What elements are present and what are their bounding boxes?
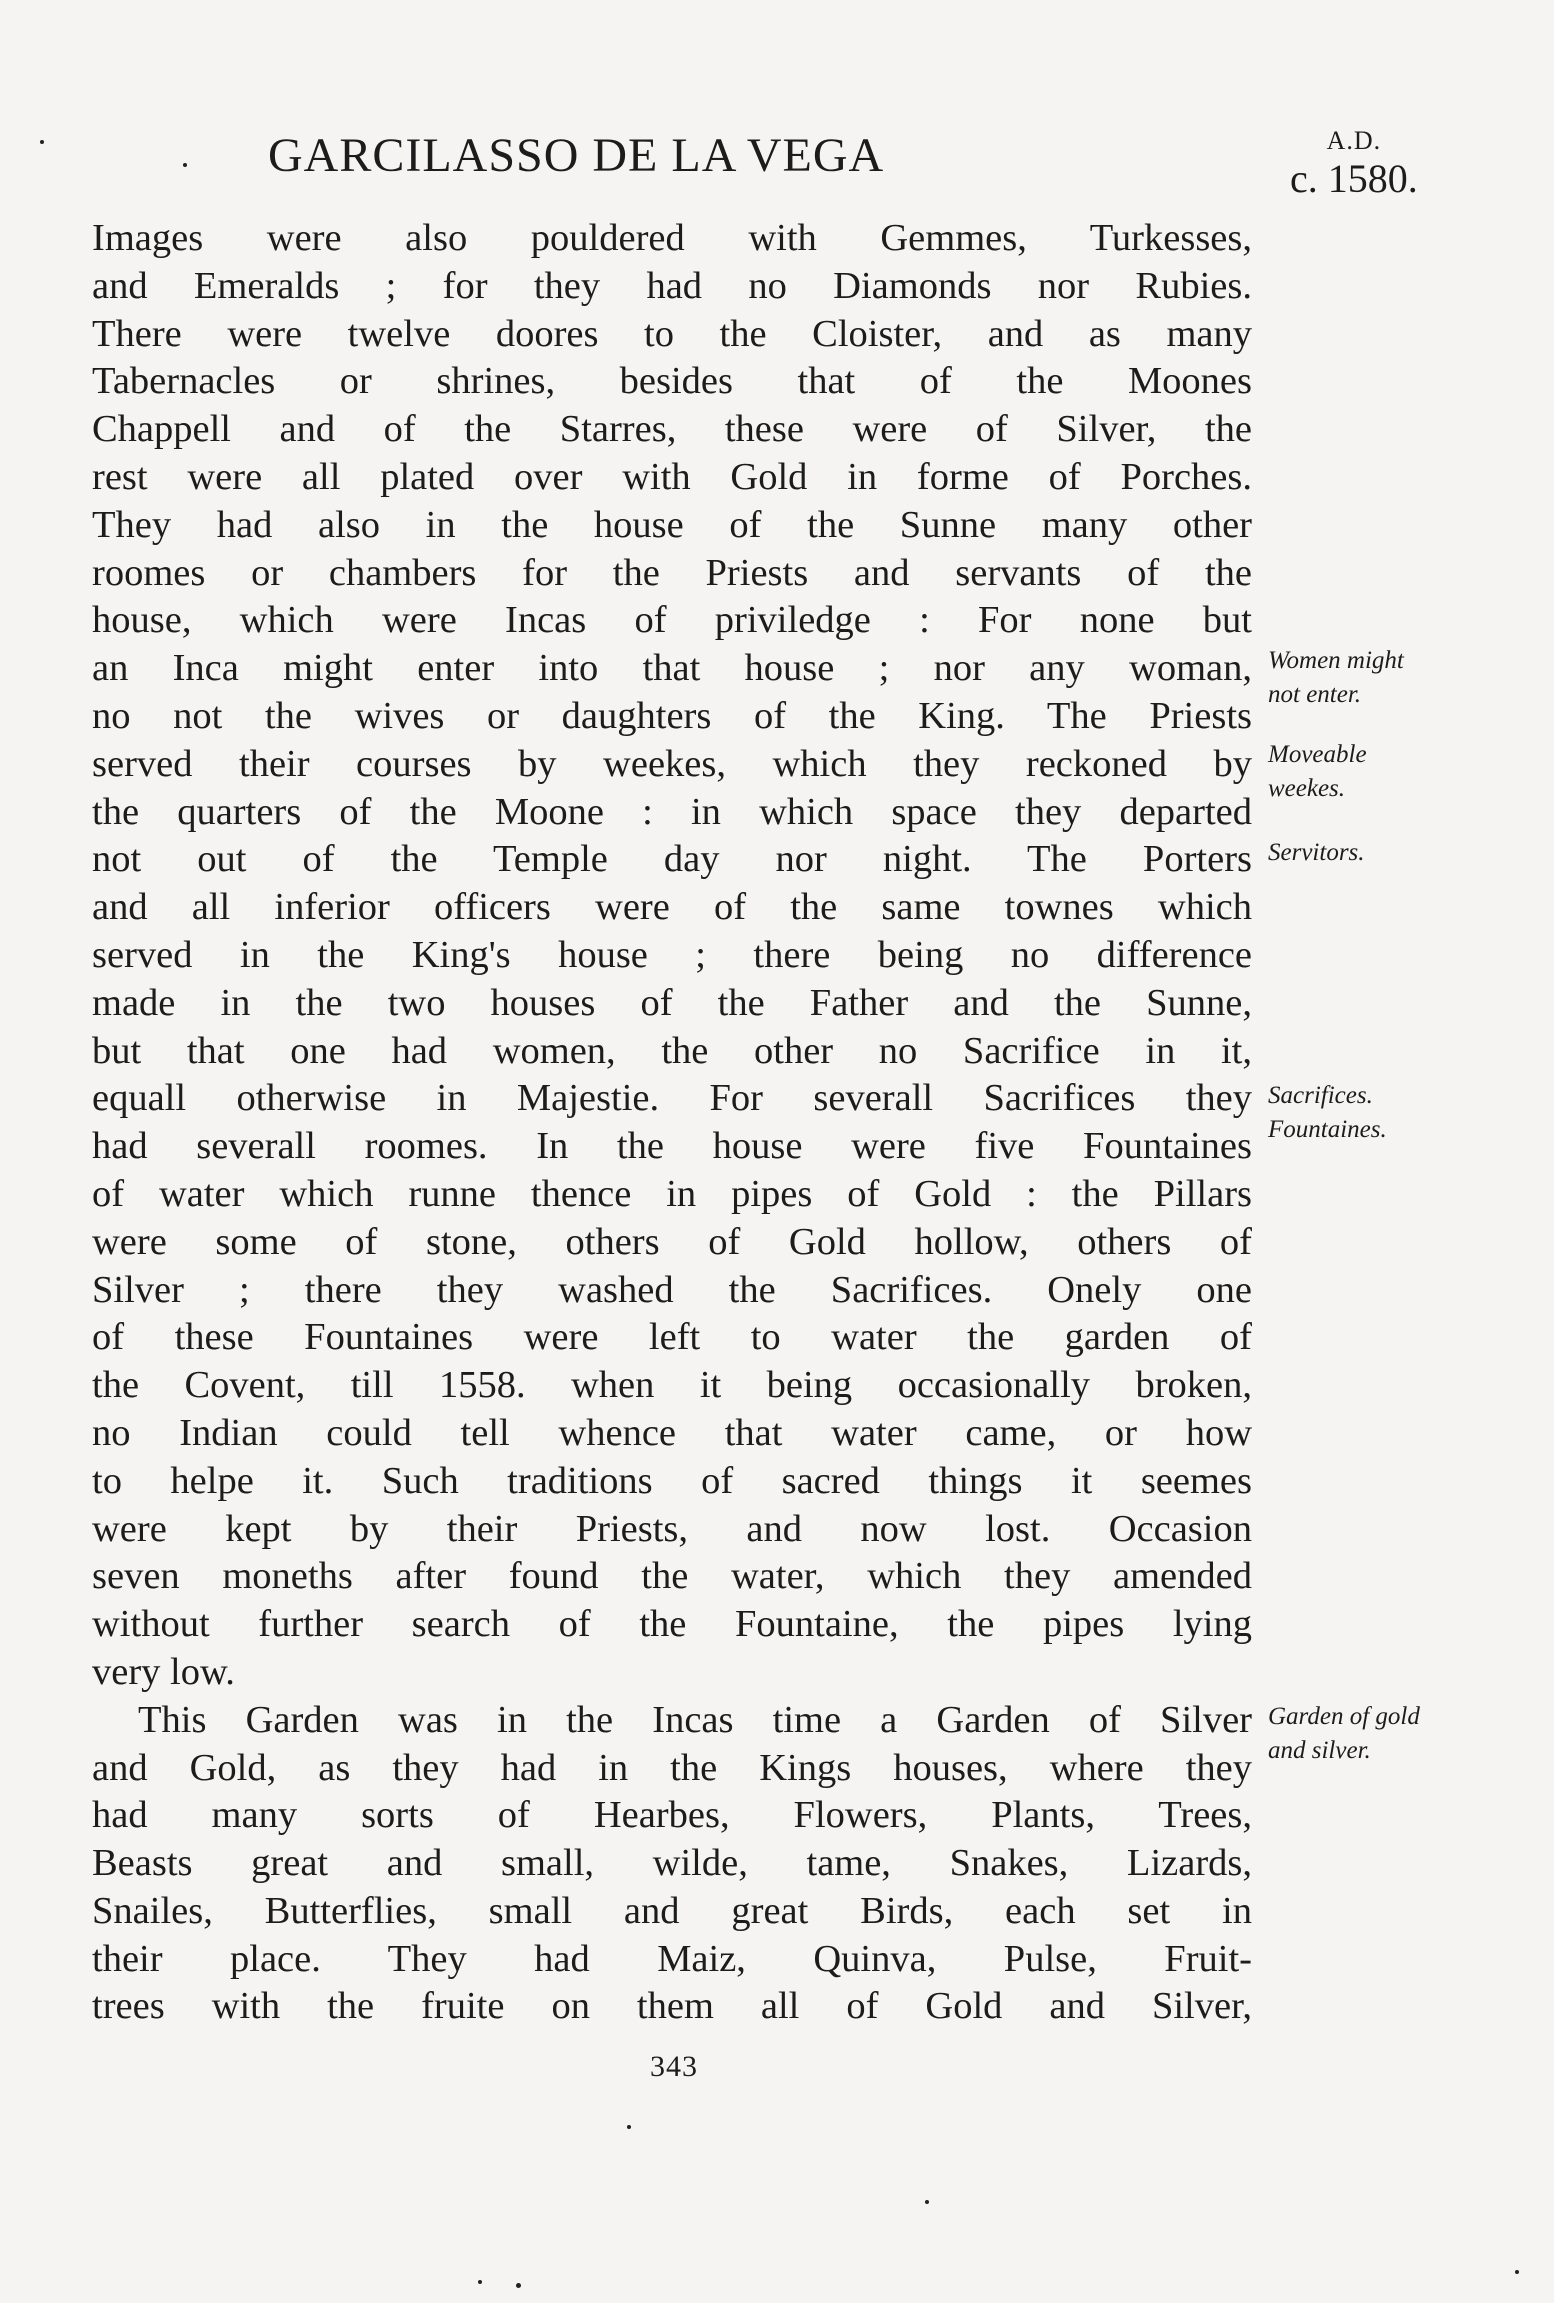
text-line: an Inca might enter into that house ; nor any woman, <box>92 647 1252 690</box>
text-line: were kept by their Priests, and now lost. Occasion <box>92 1507 1252 1550</box>
margin-note-women <box>1268 644 1528 712</box>
margin-note-line: Sacrifices. <box>1268 1082 1373 1109</box>
text-line: equall otherwise in Majestie. For severall Sacrifices they <box>92 1077 1252 1120</box>
text-line: served in the King's house ; there being no difference <box>92 933 1252 976</box>
margin-note-line: not enter. <box>1268 681 1362 708</box>
text-line: not out of the Temple day nor night. The Porters <box>92 838 1252 881</box>
margin-note-line: and silver. <box>1268 1737 1371 1764</box>
text-line: This Garden was in the Incas time a Garden of Silver <box>138 1698 1252 1741</box>
margin-note-line: Women might <box>1268 647 1404 674</box>
margin-note-line: Fountaines. <box>1268 1116 1387 1143</box>
text-line: Beasts great and small, wilde, tame, Snakes, Lizards, <box>92 1842 1252 1885</box>
scan-speck <box>40 140 44 144</box>
scan-speck <box>925 2200 929 2204</box>
date-block <box>1290 125 1418 201</box>
text-line: and Gold, as they had in the Kings houses, where they <box>92 1746 1252 1789</box>
text-line: Silver ; there they washed the Sacrifices. Onely one <box>92 1268 1252 1311</box>
text-line: Images were also pouldered with Gemmes, Turkesses, <box>92 217 1252 259</box>
text-line: without further search of the Fountaine, the pipes lying <box>92 1603 1252 1646</box>
date-label: A.D. <box>1326 126 1382 155</box>
text-line: Snailes, Butterflies, small and great Birds, each set in <box>92 1889 1252 1932</box>
text-line: made in the two houses of the Father and the Sunne, <box>92 981 1252 1024</box>
text-line: They had also in the house of the Sunne many other <box>92 503 1252 546</box>
text-line: house, which were Incas of priviledge : For none but <box>92 599 1252 642</box>
text-line: but that one had women, the other no Sacrifice in it, <box>92 1029 1252 1072</box>
margin-note-weekes <box>1268 738 1528 806</box>
text-line: seven moneths after found the water, which they amended <box>92 1555 1252 1598</box>
text-line: the quarters of the Moone : in which space they departed <box>92 790 1252 833</box>
body-text <box>92 215 1252 2031</box>
text-line: of these Fountaines were left to water the garden of <box>92 1316 1252 1359</box>
date-value: c. 1580. <box>1290 156 1418 201</box>
scan-speck <box>627 2125 631 2129</box>
text-line: There were twelve doores to the Cloister, and as many <box>92 312 1252 355</box>
text-line: rest were all plated over with Gold in forme of Porches. <box>92 455 1252 498</box>
scan-speck <box>1515 2270 1519 2274</box>
page-number: 343 <box>650 2050 698 2083</box>
text-line: trees with the fruite on them all of Gold and Silver, <box>92 1985 1252 2028</box>
margin-note-line: Moveable <box>1268 741 1367 768</box>
margin-note-servitors <box>1268 836 1528 870</box>
margin-note-line: Servitors. <box>1268 839 1365 866</box>
margin-note-line: Garden of gold <box>1268 1703 1420 1730</box>
text-line: served their courses by weekes, which they reckoned by <box>92 742 1252 785</box>
text-line: the Covent, till 1558. when it being occasionally broken, <box>92 1364 1252 1407</box>
text-line: Chappell and of the Starres, these were of Silver, the <box>92 408 1252 451</box>
text-line: their place. They had Maiz, Quinva, Pulse, Fruit- <box>92 1937 1252 1980</box>
text-line: roomes or chambers for the Priests and servants of the <box>92 551 1252 594</box>
text-line: Tabernacles or shrines, besides that of the Moones <box>92 360 1252 403</box>
text-line: had severall roomes. In the house were five Fountaines <box>92 1125 1252 1168</box>
text-line: of water which runne thence in pipes of Gold : the Pillars <box>92 1172 1252 1215</box>
text-line: to helpe it. Such traditions of sacred things it seemes <box>92 1459 1252 1502</box>
text-line: had many sorts of Hearbes, Flowers, Plants, Trees, <box>92 1794 1252 1837</box>
scan-speck <box>516 2283 521 2288</box>
scan-speck <box>478 2280 482 2284</box>
text-line: no not the wives or daughters of the King. The Priests <box>92 694 1252 737</box>
margin-note-garden <box>1268 1700 1528 1768</box>
text-line: were some of stone, others of Gold hollow, others of <box>92 1220 1252 1263</box>
text-line: no Indian could tell whence that water came, or how <box>92 1411 1252 1454</box>
text-line: and Emeralds ; for they had no Diamonds nor Rubies. <box>92 264 1252 307</box>
scan-speck <box>183 163 187 167</box>
margin-note-line: weekes. <box>1268 775 1346 802</box>
page-title: GARCILASSO DE LA VEGA <box>268 129 885 182</box>
text-line: and all inferior officers were of the same townes which <box>92 886 1252 929</box>
text-line: very low. <box>92 1650 235 1693</box>
margin-note-sacrifices <box>1268 1079 1528 1147</box>
